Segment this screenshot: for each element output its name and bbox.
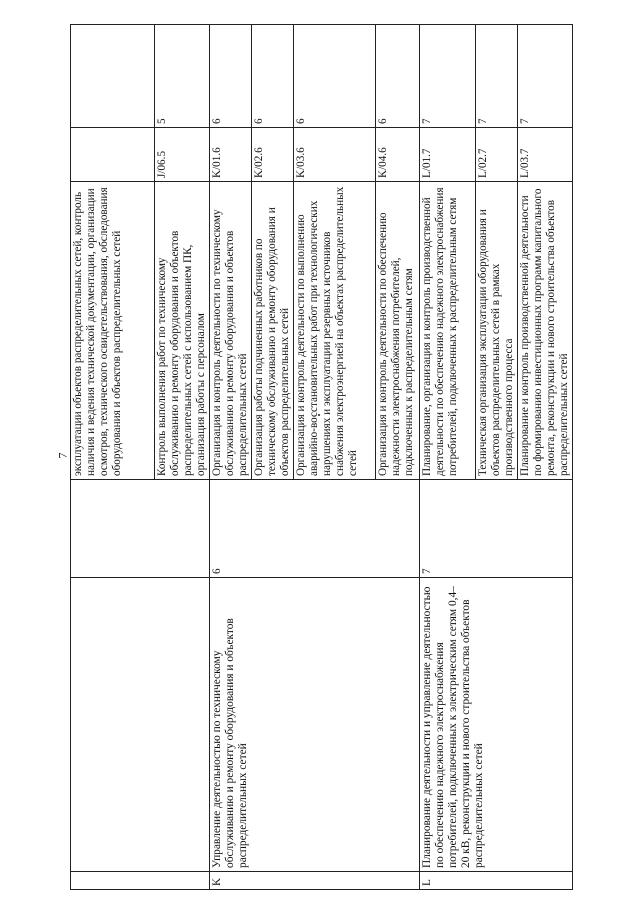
labor-function-level: 5	[155, 25, 210, 128]
labor-function-code	[71, 128, 155, 182]
qualification-level	[71, 480, 210, 578]
labor-function-code: K/03.6	[294, 128, 376, 182]
labor-function-text: Организация и контроль деятельности по выполнению аварийно-восстановительных работ при технологических нарушениях и эксплуатации резервных источников снабжения электроэнергией на объектах распределительных сетей	[294, 182, 376, 480]
labor-function-level: 6	[210, 25, 252, 128]
functions-table	[70, 25, 570, 890]
labor-function-level: 7	[518, 25, 573, 128]
labor-function-text: Планирование и контроль производственной деятельности по формированию инвестиционных программ капитального ремонта, реконструкции и нового строительства объектов распределительных сетей	[518, 182, 573, 480]
generalized-function-code: L	[420, 872, 573, 890]
labor-function-code: K/01.6	[210, 128, 252, 182]
table-row	[71, 25, 155, 890]
generalized-function-code	[71, 872, 210, 890]
labor-function-text: Планирование, организация и контроль производственной деятельности по обеспечению надежного электроснабжения потребителей, подключенных к распределительным сетям	[420, 182, 476, 480]
labor-function-text: Организация и контроль деятельности по обеспечению надежности электроснабжения потребителей, подключенных к распределительным сетям	[376, 182, 420, 480]
labor-function-text: эксплуатации объектов распределительных сетей, контроль наличия и ведения технической документации, организации осмотров, технического освидетельствования, обследования оборудования и объектов распределительных сетей	[71, 182, 155, 480]
generalized-function-name: Планирование деятельности и управление деятельностью по обеспечению надежного электроснабжения потребителей, подключенных к электрическим сетям 0,4–20 кВ, реконструкции и нового строительства объектов распределительных сетей	[420, 578, 573, 872]
labor-function-text: Организация и контроль деятельности по техническому обслуживанию и ремонту оборудования и объектов распределительных сетей	[210, 182, 252, 480]
labor-function-text: Контроль выполнения работ по техническому обслуживанию и ремонту оборудования и объектов распределительных сетей с использованием ПК, организация работы с персоналом	[155, 182, 210, 480]
labor-function-level: 7	[420, 25, 476, 128]
table-row	[210, 25, 252, 890]
table-row	[420, 25, 476, 890]
labor-function-code: J/06.5	[155, 128, 210, 182]
page-number: 7	[55, 452, 70, 459]
labor-function-text: Техническая организация эксплуатации оборудования и объектов распределительных сетей в рамках производственного процесса	[476, 182, 518, 480]
labor-function-code: K/02.6	[252, 128, 294, 182]
labor-function-level	[71, 25, 155, 128]
labor-function-level: 6	[252, 25, 294, 128]
qualification-level: 6	[210, 480, 420, 578]
labor-function-code: K/04.6	[376, 128, 420, 182]
labor-function-code: L/01.7	[420, 128, 476, 182]
qualification-level: 7	[420, 480, 573, 578]
labor-function-level: 7	[476, 25, 518, 128]
generalized-function-name: Управление деятельностью по техническому обслуживанию и ремонту оборудования и объектов распределительных сетей	[210, 578, 420, 872]
labor-function-code: L/03.7	[518, 128, 573, 182]
labor-function-level: 6	[376, 25, 420, 128]
labor-function-text: Организация работы подчиненных работников по техническому обслуживанию и ремонту оборудования и объектов распределительных сетей	[252, 182, 294, 480]
labor-function-code: L/02.7	[476, 128, 518, 182]
generalized-function-code: K	[210, 872, 420, 890]
labor-function-level: 6	[294, 25, 376, 128]
generalized-function-name	[71, 578, 210, 872]
